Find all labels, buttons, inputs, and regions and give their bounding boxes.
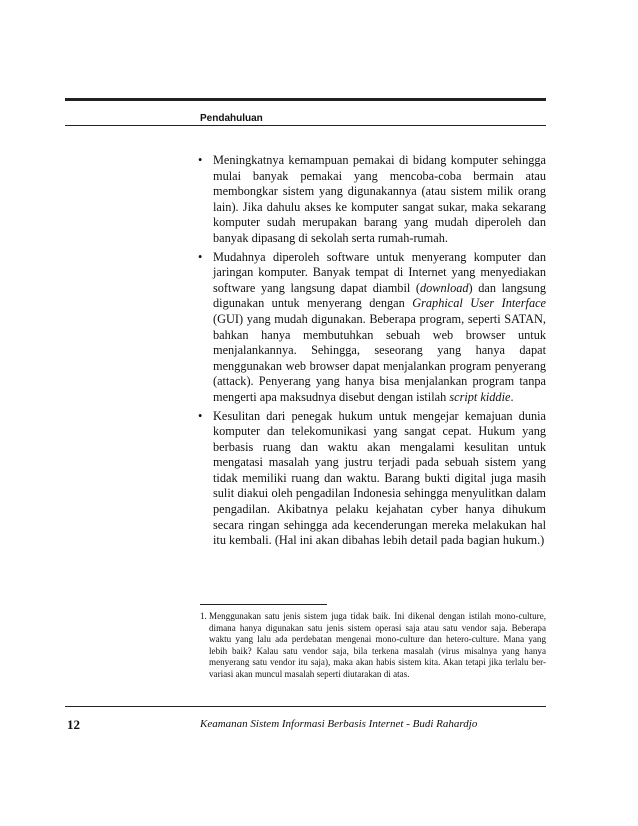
footnote	[200, 611, 546, 681]
footnote-text: Menggunakan satu jenis sistem juga tidak baik. Ini dikenal dengan istilah mono-culture, dimana hanya digunakan satu jenis sistem operasi saja atau satu vendor saja. Beberapa waktu yang lalu ada perdebatan mengenai mono-culture dan hetero-culture. Mana yang lebih baik? Kalau satu vendor saja, bila terkena masalah (virus misalnya yang hanya menyerang satu vendor itu saja), maka akan habis sistem kita. Akan tetapi jika terlalu ber-variasi akan muncul masalah seperti diutarakan di atas.	[209, 611, 546, 679]
bullet-icon: •	[198, 408, 203, 423]
list-item	[196, 153, 546, 247]
footnote-separator	[200, 604, 327, 605]
bullet-text: Meningkatnya kemampuan pemakai di bidang komputer sehingga mulai banyak pemakai yang mencoba-coba bermain atau membongkar sistem yang digunakannya (atau sistem milik orang lain). Jika dahulu akses ke komputer sangat sukar, maka sekarang komputer sudah merupakan barang yang mudah diperoleh dan banyak dipasang di sekolah serta rumah-rumah.	[213, 153, 546, 245]
bullet-text: .	[510, 389, 514, 404]
footer-title: Keamanan Sistem Informasi Berbasis Internet - Budi Rahardjo	[200, 718, 478, 730]
italic-term: script kiddie	[449, 389, 511, 404]
bullet-text: ) dan langsung digunakan untuk menyerang dengan	[213, 280, 546, 311]
body-content	[196, 153, 546, 552]
footer-rule	[65, 706, 546, 707]
italic-term: download	[420, 280, 469, 295]
list-item	[196, 250, 546, 406]
bullet-icon: •	[198, 249, 203, 264]
header-bottom-rule	[65, 125, 546, 126]
bullet-icon: •	[198, 153, 203, 167]
list-item	[196, 409, 546, 549]
running-header: Pendahuluan	[200, 113, 263, 124]
italic-term: Graphical User Interface	[412, 296, 547, 311]
page-number: 12	[67, 717, 80, 732]
footnote-number: 1.	[200, 611, 207, 621]
header-top-rule	[65, 98, 546, 101]
bullet-text: Mudahnya diperoleh software untuk menyerang komputer dan jaringan komputer. Banyak tempat di Internet yang menyediakan software yang langsung dapat diambil (	[213, 249, 546, 295]
bullet-text: (GUI) yang mudah digunakan. Beberapa program, seperti SATAN, bahkan hanya membutuhkan sebuah web browser untuk menjalankannya. Sehingga, seseorang yang hanya dapat menggunakan web browser dapat menjalankan program penyerang (attack). Penyerang yang hanya bisa menjalankan program tanpa mengerti apa maksudnya disebut dengan istilah	[213, 311, 546, 404]
bullet-text: Kesulitan dari penegak hukum untuk mengejar kemajuan dunia komputer dan telekomunikasi yang sangat cepat. Hukum yang berbasis ruang dan waktu akan mengalami kesulitan untuk mengatasi masalah yang justru terjadi pada sebuah sistem yang tidak memiliki ruang dan waktu. Barang bukti digital juga masih sulit diakui oleh pengadilan Indonesia sehingga menyulitkan dalam pengadilan. Akibatnya pelaku kejahatan cyber hanya dihukum secara ringan sehingga ada kecenderungan mereka melakukan hal itu kembali. (Hal ini akan dibahas lebih detail pada bagian hukum.)	[213, 408, 546, 548]
